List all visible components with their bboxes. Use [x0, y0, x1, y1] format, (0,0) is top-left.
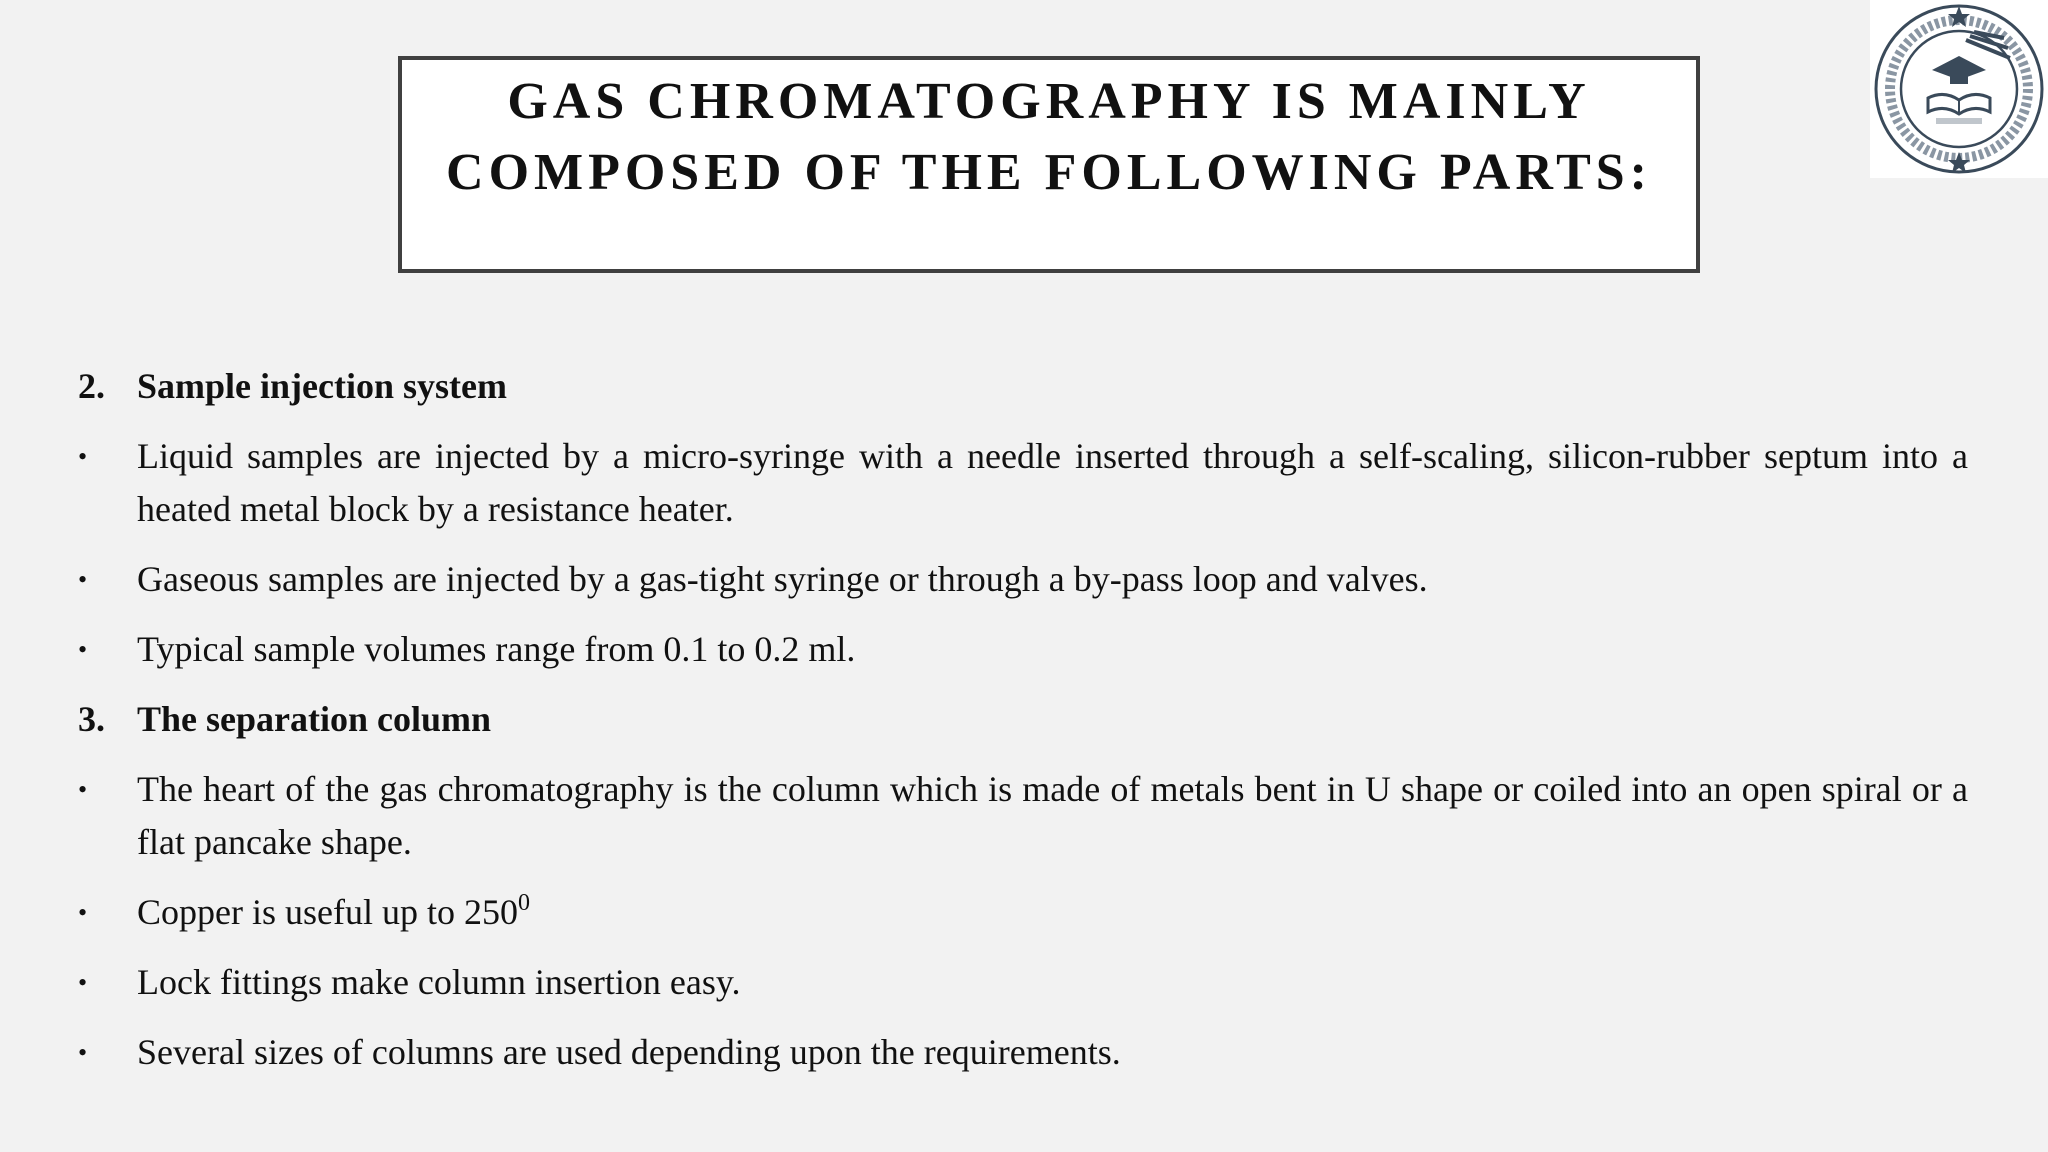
degree-superscript: 0 [517, 890, 530, 916]
content-list [78, 360, 1968, 1096]
section-heading-separation-column [78, 693, 1968, 746]
list-item-text: Several sizes of columns are used depending upon the requirements. [137, 1032, 1121, 1072]
bullet-icon: • [78, 442, 88, 471]
list-item [78, 553, 1968, 606]
bullet-icon: • [78, 565, 88, 594]
title-line-1: GAS CHROMATOGRAPHY IS MAINLY [507, 73, 1591, 130]
list-number: 2. [78, 366, 105, 406]
list-item-text: Gaseous samples are injected by a gas-tight syringe or through a by-pass loop and valves. [137, 559, 1428, 599]
heading-text: The separation column [137, 699, 492, 739]
list-item-text [137, 886, 1968, 939]
list-item-text: Lock fittings make column insertion easy. [137, 962, 741, 1002]
bullet-icon: • [78, 1038, 88, 1067]
heading-text: Sample injection system [137, 366, 507, 406]
list-item [78, 956, 1968, 1009]
list-item [78, 886, 1968, 939]
list-item [78, 763, 1968, 869]
list-item-text: Liquid samples are injected by a micro-syringe with a needle inserted through a self-scaling, silicon-rubber septum into a heated metal block by a resistance heater. [137, 436, 1968, 529]
list-item-text: Typical sample volumes range from 0.1 to 0.2 ml. [137, 629, 856, 669]
title-line-2: COMPOSED OF THE FOLLOWING PARTS: [446, 144, 1652, 201]
list-item [78, 623, 1968, 676]
list-item [78, 430, 1968, 536]
bullet-icon: • [78, 775, 88, 804]
bullet-icon: • [78, 635, 88, 664]
copper-text: Copper is useful up to 250 [137, 892, 518, 932]
list-item [78, 1026, 1968, 1079]
bullet-icon: • [78, 968, 88, 997]
bullet-icon: • [78, 898, 88, 927]
college-seal-icon [1870, 0, 2048, 178]
college-logo [1870, 0, 2048, 178]
list-number: 3. [78, 699, 105, 739]
list-item-text: The heart of the gas chromatography is the column which is made of metals bent in U shape or coiled into an open spiral or a flat pancake shape. [137, 769, 1968, 862]
title-box [398, 56, 1700, 273]
section-heading-sample-injection [78, 360, 1968, 413]
